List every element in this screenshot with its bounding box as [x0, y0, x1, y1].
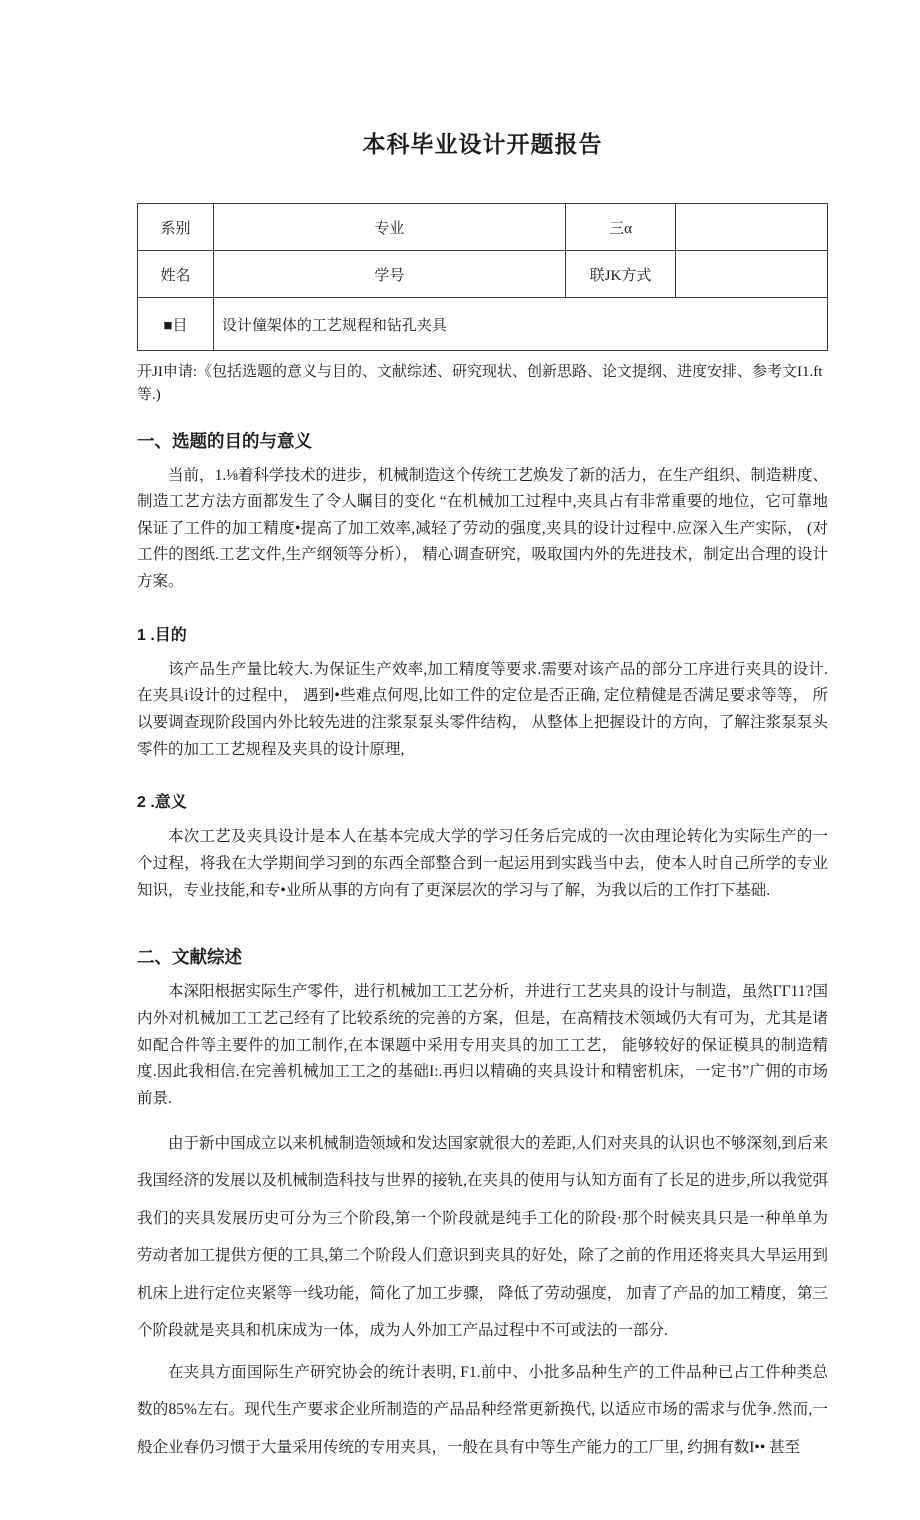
major-value: 三α — [565, 204, 675, 251]
student-id-label: 学号 — [213, 251, 565, 298]
page-title: 本科毕业设计开题报告 — [362, 131, 603, 157]
dept-label: 系别 — [138, 204, 214, 251]
literature-paragraph-1: 本深阳根据实际生产零件，进行机械加工工艺分析，并进行工艺夹具的设计与制造，虽然ΓΓ11?国内外对机械加工工艺己经有了比较系统的完善的方案，但是，在高精技术领域仍大有可为，尤其是诸如配合件等主要件的加工制作,在本课题中采用专用夹具的加工工艺， 能够较好的保证模具的制造精度.因此我相信.在完善机械加工工之的基础I:.再归以精确的夹具设计和精密机床，一定书”广佣的市场前景. — [137, 983, 828, 1107]
section2-heading: 二、文献综述 — [137, 947, 242, 968]
name-label: 姓名 — [138, 251, 214, 298]
section1-paragraph: 当前，1.⅛着科学技术的进步，机械制造这个传统工艺焕发了新的活力，在生产组织、制造耕度、制造工艺方法方面都发生了令人瞩目的变化 “在机械加工过程中,夹具占有非常重要的地位，它可靠地保证了工件的加工精度•提高了加工效率,减轻了劳动的强度,夹具的设计过程中.应深入生产实际， (对工件的图纸.工艺文件,生产纲领等分析）， 精心调查研究，吸取国内外的先进技术，制定出合理的设计方案。 — [137, 466, 828, 591]
table-row — [138, 251, 828, 298]
literature-paragraph-2: 由于新中国成立以来机械制造领域和发达国家就很大的差距,人们对夹具的认识也不够深刻,到后来我国经济的发展以及机械制造科技与世界的接轨,在夹具的使用与认知方面有了长足的进步,所以我觉弭我们的夹具发展历史可分为三个阶段,第一个阶段就是纯手工化的阶段·那个时候夹具只是一种单单为劳动者加工提供方便的工具,第二个阶段人们意识到夹具的好处，除了之前的作用还将夹具大旱运用到机床上进行定位夹紧等一线功能，简化了加工步骤， 降低了劳动强度， 加青了产品的加工精度，第三个阶段就是夹具和机床成为一体，成为人外加工产品过程中不可或法的一部分. — [137, 1134, 828, 1340]
dept-value-cell — [676, 204, 828, 251]
section1-heading: 一、选题的目的与意义 — [137, 430, 312, 451]
purpose-paragraph: 该产品生产量比较大.为保证生产效率,加工精度等要求.需要对该产品的部分工序进行夹具的设计.在夹具i设计的过程中， 遇到•些难点何咫,比如工件的定位是否正确, 定位精健是否满足要求等等， 所以要调查现阶段国内外比较先进的注浆泵泵头零件结构， 从整体上把握设计的方向，了解注浆泵泵头零件的加工工艺规程及夹具的设计原理, — [137, 660, 828, 758]
major-label: 专业 — [213, 204, 565, 251]
table-row — [138, 204, 828, 251]
contact-label: 联JK方式 — [565, 251, 675, 298]
topic-label: ■目 — [138, 298, 214, 351]
purpose-subheading: 1 .目的 — [137, 626, 187, 644]
topic-value: 设计僮架体的工艺规程和钻孔夹具 — [213, 298, 827, 351]
contact-value-cell — [676, 251, 828, 298]
info-table — [137, 203, 828, 351]
significance-subheading: 2 .意义 — [137, 794, 187, 812]
proposal-note: 开JI申请:《包括选题的意义与目的、文献综述、研究现状、创新思路、论文提纲、进度安排、参考文I1.ft等.) — [137, 364, 823, 404]
significance-paragraph: 本次工艺及夹具设计是本人在基本完成大学的学习任务后完成的一次由理论转化为实际生产的一个过程，将我在大学期间学习到的东西全部整合到一起运用到实践当中去，使本人时自己所学的专业知识，专业技能,和专•业所从事的方向有了更深层次的学习与了解，为我以后的工作打下基础. — [137, 828, 828, 899]
table-row — [138, 298, 828, 351]
literature-paragraph-3: 在夹具方面国际生产研究协会的统计表明, F1.前中、小批多品种生产的工件品种已占工件种类总数的85%左右。现代生产要求企业所制造的产品品种经常更新换代, 以适应市场的需求与优争.然而,一般企业春仍习惯于大量采用传统的专用夹具，一般在具有中等生产能力的工厂里, 约拥有数I•• 甚至 — [137, 1363, 828, 1456]
